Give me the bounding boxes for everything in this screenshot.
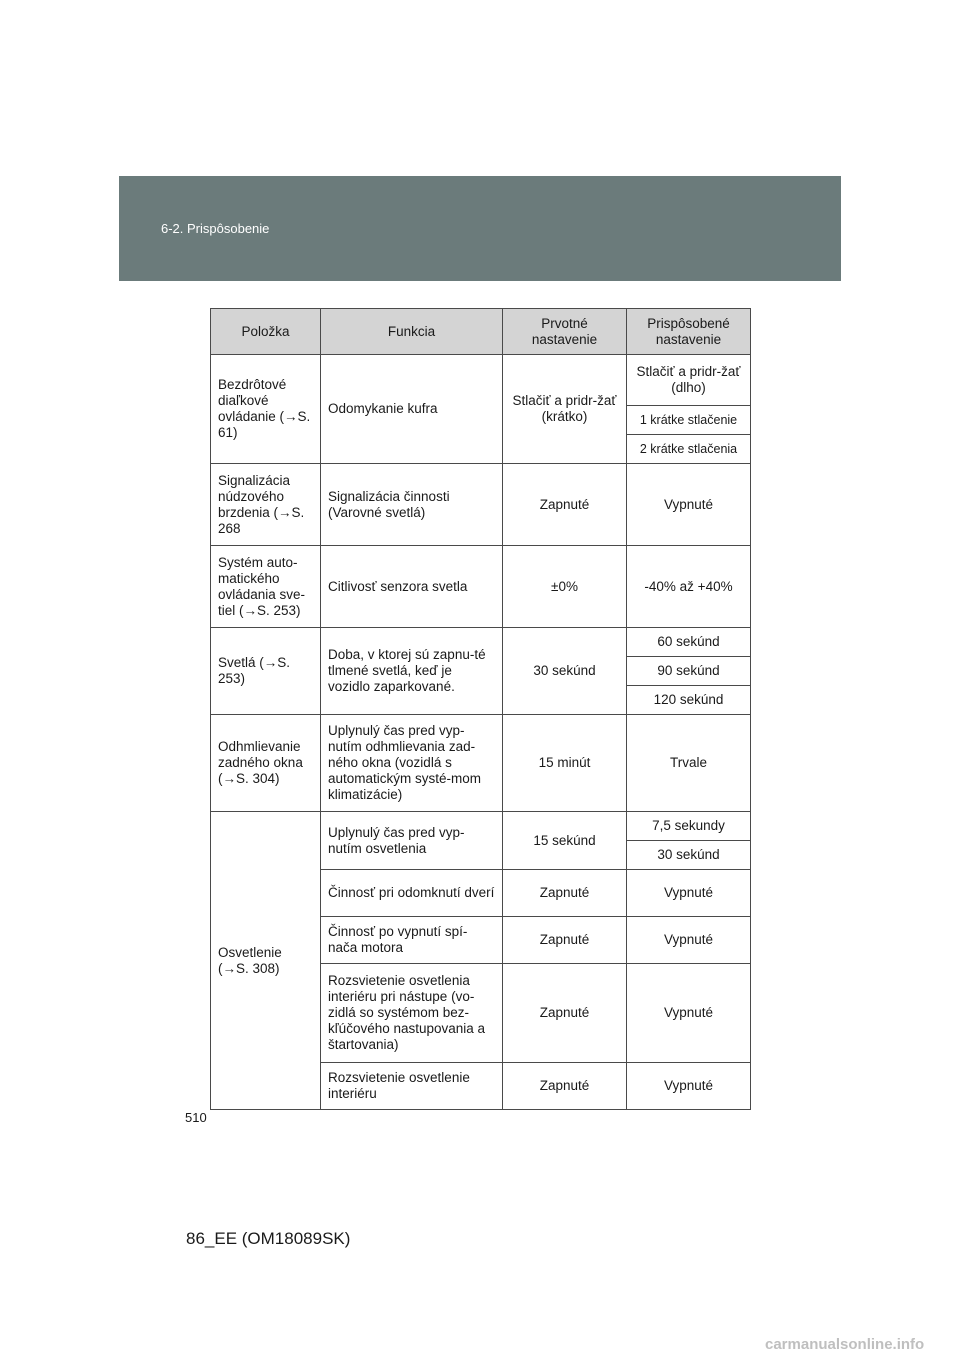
initial-setting-cell: Zapnuté <box>503 964 627 1063</box>
custom-setting-cell: Trvale <box>627 715 751 812</box>
initial-setting-cell: 15 minút <box>503 715 627 812</box>
custom-setting-cell: Stlačiť a pridr-žať (dlho) <box>627 355 751 406</box>
custom-setting-cell: 90 sekúnd <box>627 657 751 686</box>
custom-setting-cell: 120 sekúnd <box>627 686 751 715</box>
item-cell: Osvetlenie (→S. 308) <box>211 812 321 1110</box>
custom-setting-cell: Vypnuté <box>627 917 751 964</box>
custom-setting-cell: Vypnuté <box>627 870 751 917</box>
item-cell: Svetlá (→S. 253) <box>211 628 321 715</box>
custom-setting-cell: 30 sekúnd <box>627 841 751 870</box>
item-cell: Signalizácia núdzového brzdenia (→S. 268 <box>211 464 321 546</box>
function-cell: Citlivosť senzora svetla <box>321 546 503 628</box>
column-header: Položka <box>211 309 321 355</box>
table-row <box>211 812 751 841</box>
initial-setting-cell: Zapnuté <box>503 917 627 964</box>
custom-setting-cell: Vypnuté <box>627 1063 751 1110</box>
document-code: 86_EE (OM18089SK) <box>186 1229 351 1248</box>
page-number: 510 <box>185 1110 207 1125</box>
table-row <box>211 715 751 812</box>
function-cell: Rozsvietenie osvetlenia interiéru pri nástupe (vo-zidlá so systémom bez-kľúčového nastupovania a štartovania) <box>321 964 503 1063</box>
initial-setting-cell: ±0% <box>503 546 627 628</box>
initial-setting-cell: Zapnuté <box>503 870 627 917</box>
function-cell: Činnosť po vypnutí spí-nača motora <box>321 917 503 964</box>
table-row <box>211 464 751 546</box>
table-row <box>211 546 751 628</box>
custom-setting-cell: Vypnuté <box>627 464 751 546</box>
column-header: Funkcia <box>321 309 503 355</box>
custom-setting-cell: -40% až +40% <box>627 546 751 628</box>
custom-setting-cell: 60 sekúnd <box>627 628 751 657</box>
column-header: Prispôsobené nastavenie <box>627 309 751 355</box>
table-row <box>211 628 751 657</box>
custom-setting-cell: Vypnuté <box>627 964 751 1063</box>
custom-setting-cell: 1 krátke stlačenie <box>627 406 751 435</box>
function-cell: Doba, v ktorej sú zapnu-té tlmené svetlá, keď je vozidlo zaparkované. <box>321 628 503 715</box>
function-cell: Uplynulý čas pred vyp-nutím odhmlievania zad-ného okna (vozidlá s automatickým systé-mom klimatizácie) <box>321 715 503 812</box>
function-cell: Odomykanie kufra <box>321 355 503 464</box>
function-cell: Rozsvietenie osvetlenie interiéru <box>321 1063 503 1110</box>
item-cell: Odhmlievanie zadného okna (→S. 304) <box>211 715 321 812</box>
customization-table <box>210 308 751 1110</box>
initial-setting-cell: Stlačiť a pridr-žať (krátko) <box>503 355 627 464</box>
item-cell: Bezdrôtové diaľkové ovládanie (→S. 61) <box>211 355 321 464</box>
custom-setting-cell: 7,5 sekundy <box>627 812 751 841</box>
table-header-row <box>211 309 751 355</box>
function-cell: Uplynulý čas pred vyp-nutím osvetlenia <box>321 812 503 870</box>
watermark: carmanualsonline.info <box>765 1336 925 1353</box>
column-header: Prvotné nastavenie <box>503 309 627 355</box>
function-cell: Činnosť pri odomknutí dverí <box>321 870 503 917</box>
initial-setting-cell: Zapnuté <box>503 464 627 546</box>
initial-setting-cell: 15 sekúnd <box>503 812 627 870</box>
section-title: 6-2. Prispôsobenie <box>161 221 270 236</box>
initial-setting-cell: Zapnuté <box>503 1063 627 1110</box>
initial-setting-cell: 30 sekúnd <box>503 628 627 715</box>
custom-setting-cell: 2 krátke stlačenia <box>627 435 751 464</box>
table-row <box>211 355 751 406</box>
function-cell: Signalizácia činnosti (Varovné svetlá) <box>321 464 503 546</box>
item-cell: Systém auto-matického ovládania sve-tiel (→S. 253) <box>211 546 321 628</box>
